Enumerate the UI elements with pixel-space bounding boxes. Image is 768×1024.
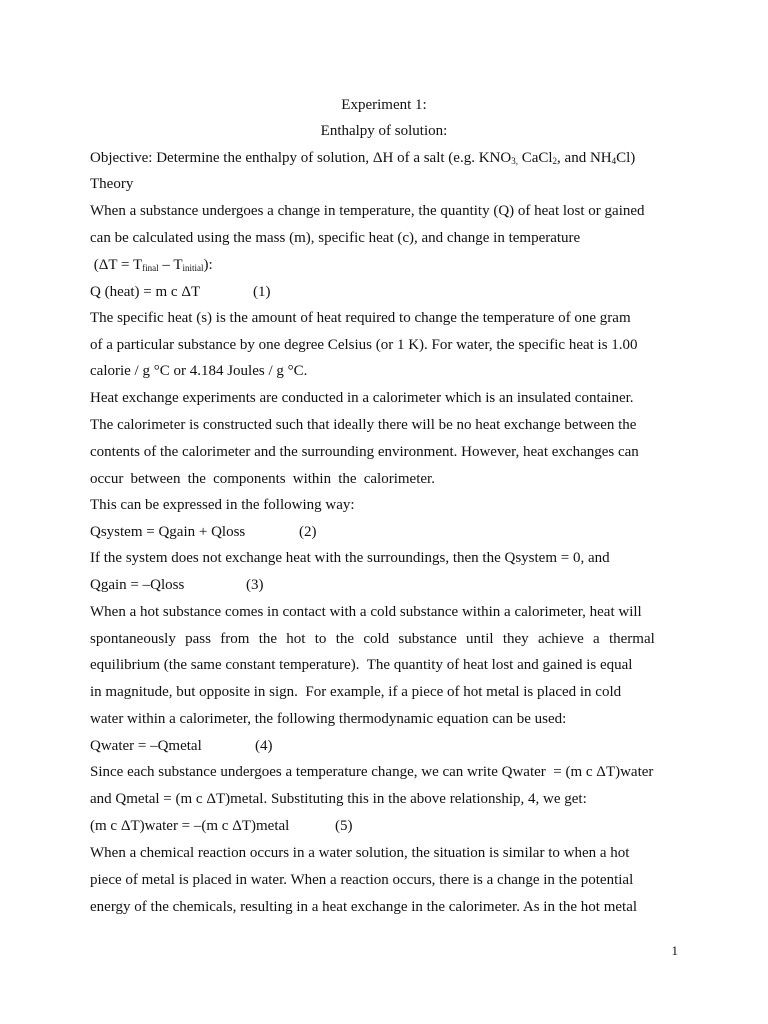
paragraph-line: can be calculated using the mass (m), specific heat (c), and change in temperature [90,230,581,246]
equation-number: (4) [255,738,273,754]
paragraph-line: energy of the chemicals, resulting in a heat exchange in the calorimeter. As in the hot metal [90,899,638,915]
justified-line: occur between the components within the calorimeter. [90,471,435,487]
paragraph-line: The calorimeter is constructed such that ideally there will be no heat exchange between the [90,417,637,433]
equation-1: Q (heat) = m c ΔT (1) [90,284,271,300]
paragraph-line: piece of metal is placed in water. When a reaction occurs, there is a change in the potential [90,872,634,888]
paragraph-line: contents of the calorimeter and the surrounding environment. However, heat exchanges can [90,444,639,460]
objective-line: Objective: Determine the enthalpy of solution, ΔH of a salt (e.g. $KNO_{3,}$ CaCl$_2$, and $NH_4Cl$) [90,150,636,166]
experiment-title: Experiment 1: [341,97,427,113]
paragraph-line: Since each substance undergoes a temperature change, we can write Qwater = (m c ΔT)water [90,764,654,780]
equation-2: Qsystem = Qgain + Qloss (2) [90,524,317,540]
equation-4: Qwater = –Qmetal (4) [90,738,273,754]
paragraph-line: Heat exchange experiments are conducted in a calorimeter which is an insulated container. [90,390,634,406]
justified-line: spontaneously pass from the hot to the cold substance until they achieve a thermal [90,631,655,647]
paragraph-line: When a hot substance comes in contact with a cold substance within a calorimeter, heat will [90,604,642,620]
paragraph-line: and Qmetal = (m c ΔT)metal. Substituting this in the above relationship, 4, we get: [90,791,587,807]
equation-5: (m c ΔT)water = –(m c ΔT)metal (5) [90,818,353,834]
paragraph-line: The specific heat (s) is the amount of heat required to change the temperature of one gram [90,310,631,326]
paragraph-line: This can be expressed in the following way: [90,497,355,513]
equation-number: (1) [253,284,271,300]
delta-t-definition: $(\Delta T = T_{final} - T_{initial})$: [90,257,213,273]
experiment-subtitle: Enthalpy of solution: [320,123,448,139]
paragraph-line: water within a calorimeter, the following thermodynamic equation can be used: [90,711,567,727]
equation-3: Qgain = –Qloss (3) [90,577,264,593]
paragraph-line: When a chemical reaction occurs in a water solution, the situation is similar to when a hot [90,845,630,861]
page-number: 1 [671,943,678,958]
paragraph-line: calorie / g °C or 4.184 Joules / g °C. [90,363,308,379]
theory-heading: Theory [90,176,134,192]
paragraph-line: equilibrium (the same constant temperature). The quantity of heat lost and gained is equal [90,657,633,673]
paragraph-line: If the system does not exchange heat with the surroundings, then the Qsystem = 0, and [90,550,610,566]
equation-number: (2) [299,524,317,540]
equation-number: (3) [246,577,264,593]
paragraph-line: When a substance undergoes a change in temperature, the quantity (Q) of heat lost or gained [90,203,645,219]
paragraph-line: of a particular substance by one degree Celsius (or 1 K). For water, the specific heat is 1.00 [90,337,638,353]
paragraph-line: in magnitude, but opposite in sign. For example, if a piece of hot metal is placed in cold [90,684,622,700]
equation-number: (5) [335,818,353,834]
